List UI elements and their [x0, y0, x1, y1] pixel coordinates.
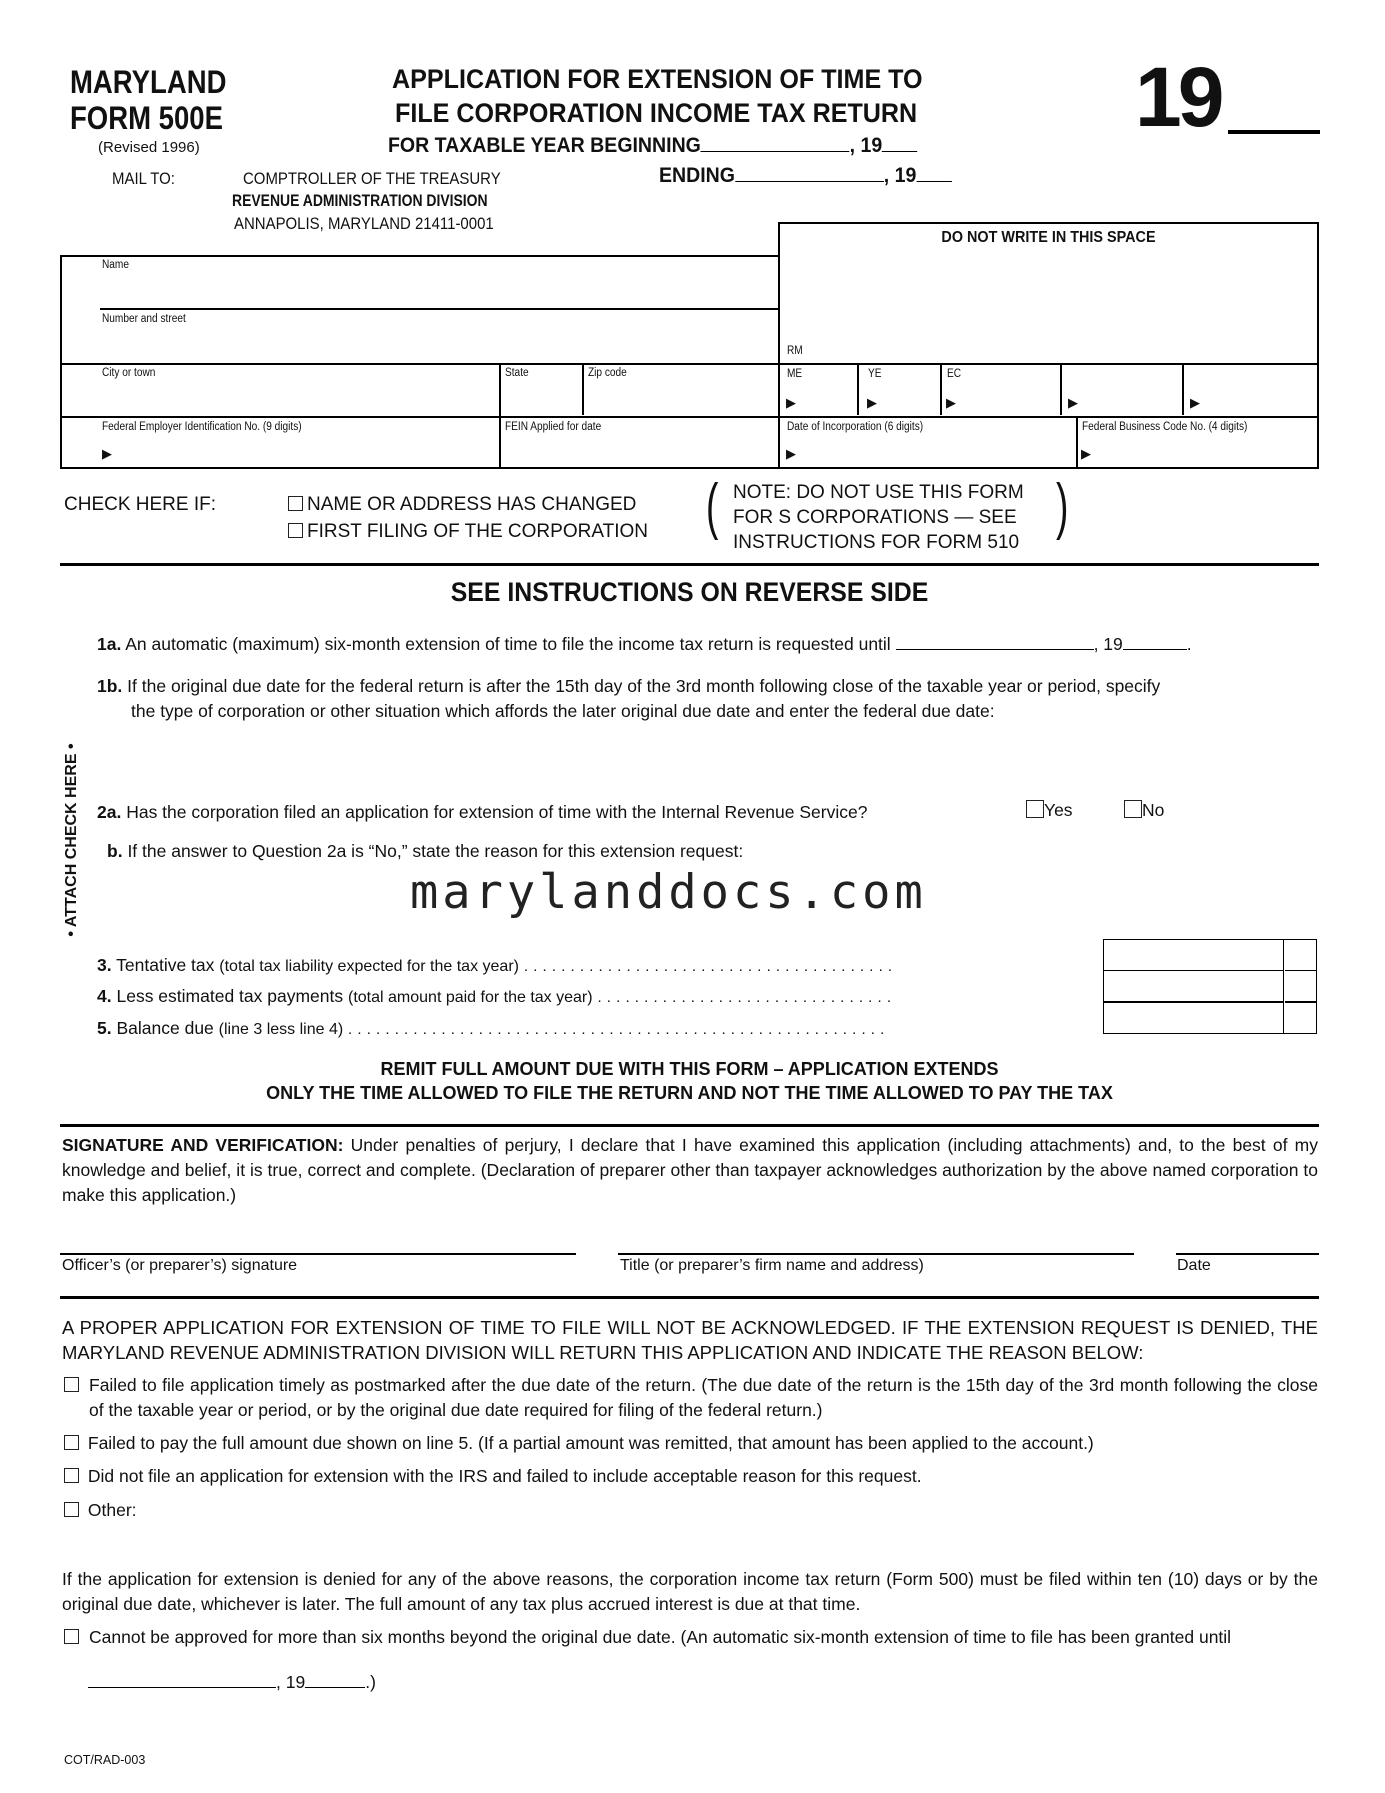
signature-heading: SIGNATURE AND VERIFICATION: [62, 1135, 344, 1155]
state-label: State [505, 367, 529, 379]
state-title: MARYLAND [70, 64, 227, 100]
q2a-no[interactable] [1124, 800, 1164, 821]
date-label: Date [1177, 1257, 1211, 1274]
date-field[interactable] [1176, 1253, 1319, 1255]
form-number: FORM 500E [70, 100, 223, 136]
revised-date: (Revised 1996) [98, 139, 200, 156]
office-ec-label: EC [947, 368, 962, 380]
amount-boxes [1103, 939, 1317, 1034]
question-2b [107, 841, 743, 862]
business-code-arrow: ▶ [1081, 446, 1091, 461]
q1b-number: 1b. [97, 676, 123, 696]
fein-applied-field[interactable] [503, 436, 775, 466]
line-3-amount-field[interactable] [1104, 940, 1284, 971]
street-field[interactable] [100, 326, 776, 362]
reason-4 [64, 1500, 137, 1521]
business-code-label: Federal Business Code No. (4 digits) [1082, 421, 1248, 433]
name-changed-label: NAME OR ADDRESS HAS CHANGED [307, 494, 637, 515]
line-3 [97, 955, 893, 976]
reason-4-text: Other: [87, 1500, 137, 1520]
title-label: Title (or preparer’s firm name and address) [620, 1257, 924, 1274]
year-end-label: ENDING [659, 164, 735, 187]
remit-notice-line1: REMIT FULL AMOUNT DUE WITH THIS FORM – APPLICATION EXTENDS [380, 1059, 999, 1079]
address-line2: REVENUE ADMINISTRATION DIVISION [232, 191, 488, 210]
office-use-title: DO NOT WRITE IN THIS SPACE [941, 229, 1156, 246]
line-5-note: (line 3 less line 4) [218, 1021, 344, 1038]
name-label: Name [102, 259, 130, 271]
six-month-checkbox[interactable] [64, 1629, 79, 1644]
zip-label: Zip code [588, 367, 627, 379]
fein-applied-label: FEIN Applied for date [505, 421, 602, 433]
acknowledgement-notice: A PROPER APPLICATION FOR EXTENSION OF TIME TO FILE WILL NOT BE ACKNOWLEDGED. IF THE EXTENSION REQUEST IS DENIED, THE MARYLAND REVENUE ADMINISTRATION DIVISION WILL RETURN THIS APPLICATION AND INDICATE THE REASON BELOW: [62, 1317, 1318, 1363]
q1b-text-line1: If the original due date for the federal return is after the 15th day of the 3rd month following close of the taxable year or period, specify [127, 676, 1161, 696]
reason-3-checkbox[interactable] [64, 1468, 79, 1483]
line-5-amount-field[interactable] [1104, 1002, 1284, 1033]
year-begin-label: FOR TAXABLE YEAR BEGINNING [388, 134, 701, 157]
name-changed-checkbox[interactable] [288, 496, 303, 511]
year-end-suffix: , 19 [883, 164, 917, 187]
signature-text: Under penalties of perjury, I declare that I have examined this application (including attachments) and, to the best of my knowledge and belief, it is true, correct and complete. (Declaration of preparer other than taxpayer acknowledges authorization by the above named corporation to make this application.) [62, 1135, 1319, 1205]
q2b-text: If the answer to Question 2a is “No,” state the reason for this extension request: [127, 841, 744, 861]
q1b-text-line2: the type of corporation or other situation which affords the later original due date and enter the federal due date: [131, 701, 995, 721]
q2a-no-checkbox[interactable] [1124, 800, 1142, 818]
state-field[interactable] [503, 380, 579, 414]
year-begin-suffix: , 19 [849, 134, 883, 157]
line-4-dots: . . . . . . . . . . . . . . . . . . . . . . . . . . . . . . . . [597, 989, 892, 1006]
big-year-field[interactable] [1228, 130, 1320, 134]
q2a-yes[interactable] [1026, 800, 1073, 821]
reason-2-checkbox[interactable] [64, 1435, 79, 1450]
fein-label: Federal Employer Identification No. (9 digits) [102, 421, 302, 433]
q2a-number: 2a. [97, 802, 122, 822]
year-end-field[interactable] [735, 181, 884, 182]
line-5-cents-field[interactable] [1285, 1002, 1316, 1033]
check-here-label: CHECK HERE IF: [64, 494, 217, 515]
line-4 [97, 986, 892, 1007]
other-reason-field[interactable] [130, 1500, 1310, 1550]
q2a-no-label: No [1142, 800, 1165, 820]
taxable-year-begin [388, 134, 918, 158]
q2b-number: b. [107, 841, 123, 861]
reason-2 [64, 1433, 1094, 1454]
address-line3: ANNAPOLIS, MARYLAND 21411-0001 [234, 214, 494, 233]
line-4-amount-field[interactable] [1104, 971, 1284, 1002]
city-label: City or town [102, 367, 156, 379]
signature-verification [62, 1133, 1318, 1208]
q1a-year-label: , 19 [1093, 634, 1123, 654]
reason-4-checkbox[interactable] [64, 1502, 79, 1517]
taxable-year-end [659, 164, 952, 188]
business-code-field[interactable] [1097, 436, 1312, 466]
q2a-text: Has the corporation filed an application for extension of time with the Internal Revenue Service? [126, 802, 868, 822]
line-4-number: 4. [97, 986, 112, 1006]
form-title-line2: FILE CORPORATION INCOME TAX RETURN [395, 98, 918, 128]
line-5 [97, 1018, 885, 1039]
q2a-yes-label: Yes [1044, 800, 1073, 820]
reason-1-text: Failed to file application timely as postmarked after the due date of the return. (The due date of the return is the 15th day of the 3rd month following the close of the taxable year or period, or by the original due date required for filing of the federal return.) [89, 1375, 1318, 1420]
line-4-label: Less estimated tax payments [116, 986, 344, 1006]
reason-3-text: Did not file an application for extension with the IRS and failed to include acceptable reason for this request. [87, 1466, 922, 1486]
line-3-dots: . . . . . . . . . . . . . . . . . . . . . . . . . . . . . . . . . . . . . . . . [523, 958, 893, 975]
line-3-label: Tentative tax [116, 955, 215, 975]
line-4-note: (total amount paid for the tax year) [348, 989, 593, 1006]
q1b-answer-field[interactable] [131, 730, 1311, 790]
officer-signature-label: Officer’s (or preparer’s) signature [62, 1257, 298, 1274]
denied-explanation: If the application for extension is denied for any of the above reasons, the corporation income tax return (Form 500) must be filed within ten (10) days or by the original due date, whichever is later. The full amount of any tax plus accrued interest is due at that time. [62, 1569, 1318, 1614]
street-label: Number and street [102, 313, 186, 325]
office-rm-label: RM [787, 345, 803, 357]
question-2a [97, 802, 867, 823]
q1a-year-field[interactable] [1123, 649, 1187, 650]
city-field[interactable] [100, 380, 496, 414]
form-title-line1: APPLICATION FOR EXTENSION OF TIME TO [392, 64, 923, 94]
office-ye-arrow: ▶ [867, 395, 877, 410]
office-ye-label: YE [868, 368, 882, 380]
watermark: marylanddocs.com [410, 865, 927, 920]
office-me-arrow: ▶ [786, 395, 796, 410]
incorporation-arrow: ▶ [786, 446, 796, 461]
instructions-heading: SEE INSTRUCTIONS ON REVERSE SIDE [450, 577, 929, 607]
q1a-text: An automatic (maximum) six-month extension of time to file the income tax return is requested until [125, 634, 891, 654]
line-5-number: 5. [97, 1018, 112, 1038]
office-me-label: ME [787, 368, 803, 380]
s-corp-note-line2: FOR S CORPORATIONS — SEE [733, 507, 1017, 528]
check-first-filing[interactable] [288, 521, 648, 543]
address-line1: COMPTROLLER OF THE TREASURY [243, 169, 501, 188]
q1a-date-field[interactable] [896, 649, 1094, 650]
s-corp-note-line1: NOTE: DO NOT USE THIS FORM [733, 482, 1024, 503]
form-code: COT/RAD-003 [64, 1753, 146, 1767]
first-filing-label: FIRST FILING OF THE CORPORATION [307, 521, 648, 542]
remit-notice-line2: ONLY THE TIME ALLOWED TO FILE THE RETURN AND NOT THE TIME ALLOWED TO PAY THE TAX [266, 1083, 1113, 1103]
mail-to-label: MAIL TO: [112, 169, 175, 188]
year-begin-field[interactable] [701, 151, 850, 152]
incorporation-field[interactable] [802, 436, 1072, 466]
reason-3 [64, 1466, 922, 1487]
line-3-note: (total tax liability expected for the tax year) [219, 958, 519, 975]
six-month-year-label: , 19 [276, 1672, 306, 1692]
officer-signature-field[interactable] [60, 1253, 576, 1255]
question-1a: 1a. An automatic (maximum) six-month extension of time to file the income tax return is requested until , 19 . [97, 634, 1192, 654]
line-3-cents-field[interactable] [1285, 940, 1316, 971]
fein-arrow: ▶ [102, 446, 112, 461]
line-3-number: 3. [97, 955, 112, 975]
title-field[interactable] [618, 1253, 1134, 1255]
s-corp-note-line3: INSTRUCTIONS FOR FORM 510 [733, 532, 1020, 553]
note-close-paren: ) [1056, 472, 1069, 541]
six-month-text: Cannot be approved for more than six months beyond the original due date. (An automatic six-month extension of time to file has been granted until [89, 1627, 1232, 1647]
q2a-yes-checkbox[interactable] [1026, 800, 1044, 818]
check-name-changed[interactable] [288, 494, 636, 516]
six-month-date-line [88, 1672, 376, 1693]
six-month-year-field[interactable] [305, 1687, 365, 1688]
question-1b [97, 676, 1160, 697]
q1a-number: 1a. [97, 634, 122, 654]
line-4-cents-field[interactable] [1285, 971, 1316, 1002]
office-cell5-arrow: ▶ [1190, 395, 1200, 410]
incorporation-label: Date of Incorporation (6 digits) [787, 421, 924, 433]
office-ec-arrow: ▶ [946, 395, 956, 410]
year-begin-year-field[interactable] [882, 151, 917, 152]
six-month-close: .) [365, 1672, 376, 1692]
six-month-date-field[interactable] [88, 1687, 276, 1688]
attach-check-side-label: • ATTACH CHECK HERE • [63, 743, 80, 937]
reason-1-checkbox[interactable] [64, 1377, 79, 1392]
zip-field[interactable] [586, 380, 776, 414]
fein-field[interactable] [118, 436, 496, 466]
year-end-year-field[interactable] [916, 181, 951, 182]
first-filing-checkbox[interactable] [288, 523, 303, 538]
line-5-label: Balance due [116, 1018, 214, 1038]
big-year: 19 [1135, 50, 1221, 144]
line-5-dots: . . . . . . . . . . . . . . . . . . . . . . . . . . . . . . . . . . . . . . . . . . . . . . . . . . . . . . . . . . [348, 1021, 885, 1038]
name-field[interactable] [100, 272, 776, 308]
office-cell4-arrow: ▶ [1068, 395, 1078, 410]
note-open-paren: ( [706, 472, 719, 541]
reason-2-text: Failed to pay the full amount due shown on line 5. (If a partial amount was remitted, that amount has been applied to the account.) [87, 1433, 1094, 1453]
